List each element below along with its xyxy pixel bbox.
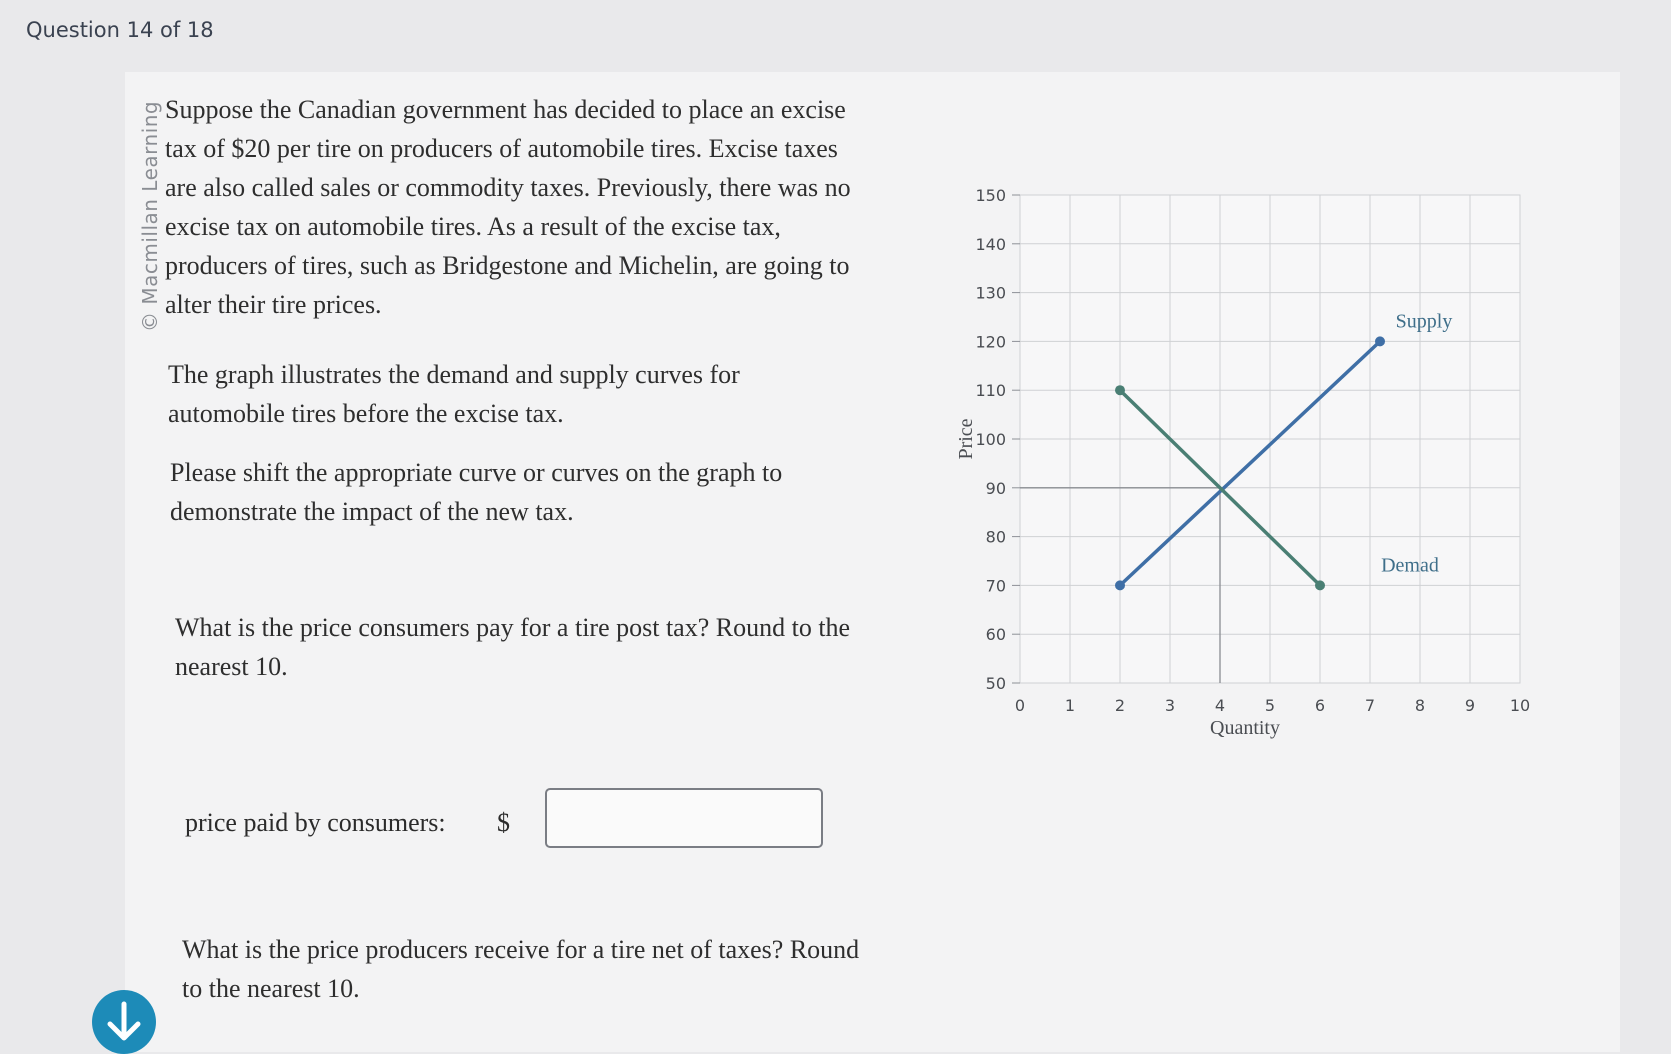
consumer-price-input[interactable] (545, 788, 823, 848)
currency-symbol: $ (497, 808, 510, 837)
y-tick-label: 130 (975, 283, 1006, 303)
y-axis-ticks (975, 186, 1020, 693)
x-tick-label: 1 (1064, 696, 1076, 715)
x-tick-label: 10 (1509, 696, 1531, 715)
y-tick-label: 70 (985, 576, 1006, 596)
y-tick-label: 140 (975, 234, 1006, 254)
x-tick-label: 7 (1364, 696, 1376, 715)
supply-endpoint (1115, 580, 1125, 590)
question-counter: Question 14 of 18 (26, 18, 214, 42)
chart-grid (1020, 195, 1520, 683)
supply-label: Supply (1395, 310, 1453, 333)
supply-endpoint (1375, 336, 1385, 346)
y-tick-label: 50 (985, 674, 1006, 693)
consumer-price-question: What is the price consumers pay for a tire post tax? Round to the nearest 10. (175, 613, 851, 681)
producer-price-question: What is the price producers receive for a tire net of taxes? Round to the nearest 10. (182, 935, 860, 1003)
x-tick-label: 6 (1314, 696, 1326, 715)
supply-demand-chart[interactable] (940, 185, 1580, 795)
scroll-down-button[interactable] (92, 990, 156, 1054)
x-tick-label: 9 (1464, 696, 1476, 715)
graph-note-paragraph: The graph illustrates the demand and supply curves for automobile tires before the excise tax. (168, 360, 740, 428)
y-tick-label: 110 (975, 381, 1006, 401)
y-tick-label: 150 (975, 186, 1006, 205)
instruction-paragraph: Please shift the appropriate curve or curves on the graph to demonstrate the impact of the new tax. (170, 458, 783, 526)
intro-paragraph: Suppose the Canadian government has decided to place an excise tax of $20 per tire on producers of automobile tires. Excise taxes are also called sales or commodity taxes. Previously, there was no excise tax on automobile tires. As a result of the excise tax, producers of tires, such as Bridgestone and Michelin, are going to alter their tire prices. (165, 95, 851, 319)
y-tick-label: 80 (985, 527, 1006, 547)
x-tick-label: 2 (1114, 696, 1126, 715)
consumer-price-label: price paid by consumers: (185, 808, 446, 837)
y-tick-label: 100 (975, 430, 1006, 449)
y-tick-label: 90 (985, 478, 1006, 498)
x-axis-ticks (1015, 696, 1530, 715)
x-tick-label: 3 (1164, 696, 1176, 715)
x-tick-label: 8 (1414, 696, 1426, 715)
demad-label: Demad (1381, 554, 1439, 577)
y-axis-label: Price (955, 418, 977, 460)
x-tick-label: 4 (1214, 696, 1226, 715)
x-tick-label: 5 (1264, 696, 1276, 715)
y-tick-label: 120 (975, 332, 1006, 352)
x-tick-label: 0 (1014, 696, 1026, 715)
y-tick-label: 60 (985, 625, 1006, 645)
x-axis-label: Quantity (1210, 717, 1280, 739)
demad-endpoint (1315, 580, 1325, 590)
demad-endpoint (1115, 385, 1125, 395)
copyright-notice: © Macmillan Learning (138, 100, 162, 332)
arrow-down-icon (106, 1000, 142, 1044)
